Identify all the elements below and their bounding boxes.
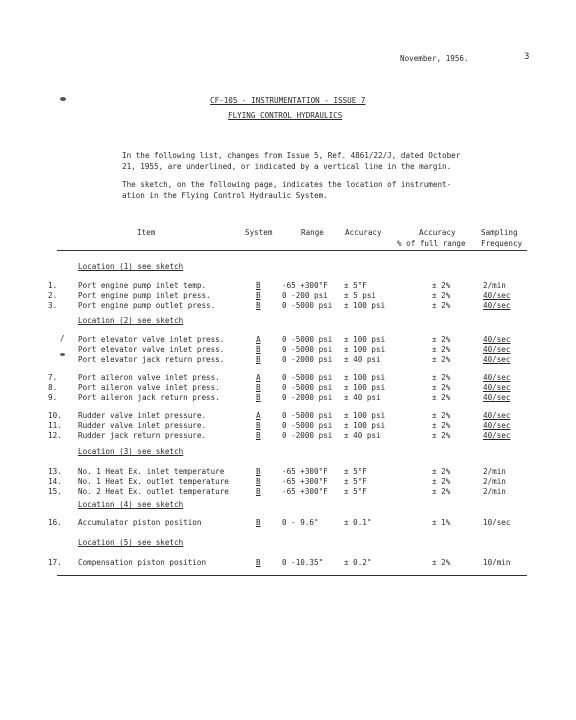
row-number: 7.	[48, 373, 58, 382]
item-cell: Accumulator piston position	[78, 518, 202, 527]
margin-mark: /	[60, 334, 65, 343]
range-cell: -65 +300°F	[282, 477, 328, 486]
accuracy-pct-cell: ± 1%	[432, 518, 451, 527]
table-row	[0, 487, 576, 497]
column-header-item: Item	[137, 228, 156, 237]
accuracy-cell: ± 5°F	[344, 467, 367, 476]
intro-line-1: In the following list, changes from Issue 5, Ref. 4861/22/J, dated October	[122, 151, 461, 160]
column-header-accuracy-pct: Accuracy	[419, 228, 456, 237]
system-cell: B	[256, 558, 261, 567]
accuracy-pct-cell: ± 2%	[432, 345, 451, 354]
accuracy-pct-cell: ± 2%	[432, 431, 451, 440]
item-cell: Port aileron valve inlet press.	[78, 383, 220, 392]
location-heading: Location (4) see sketch	[78, 500, 184, 509]
table-row	[0, 411, 576, 421]
accuracy-pct-cell: ± 2%	[432, 558, 451, 567]
accuracy-cell: ± 40 psi	[344, 431, 381, 440]
column-header-range: Range	[301, 228, 324, 237]
table-row	[0, 301, 576, 311]
accuracy-pct-cell: ± 2%	[432, 301, 451, 310]
table-row	[0, 281, 576, 291]
accuracy-pct-cell: ± 2%	[432, 373, 451, 382]
accuracy-pct-cell: ± 2%	[432, 291, 451, 300]
table-row	[0, 477, 576, 487]
accuracy-cell: ± 100 psi	[344, 345, 386, 354]
system-cell: A	[256, 373, 261, 382]
item-cell: Port engine pump inlet temp.	[78, 281, 207, 290]
sampling-cell: 2/min	[483, 281, 506, 290]
table-row	[0, 355, 576, 365]
accuracy-cell: ± 5°F	[344, 477, 367, 486]
item-cell: Port aileron valve inlet press.	[78, 373, 220, 382]
accuracy-cell: ± 40 psi	[344, 393, 381, 402]
system-cell: B	[256, 518, 261, 527]
accuracy-cell: ± 0.2"	[344, 558, 372, 567]
intro-line-3: The sketch, on the following page, indicates the location of instrument-	[122, 180, 452, 189]
table-row	[0, 558, 576, 568]
item-cell: Port elevator jack return press.	[78, 355, 225, 364]
accuracy-pct-cell: ± 2%	[432, 477, 451, 486]
range-cell: -65 +300°F	[282, 487, 328, 496]
accuracy-pct-cell: ± 2%	[432, 393, 451, 402]
sampling-cell: 40/sec	[483, 421, 511, 430]
accuracy-cell: ± 5°F	[344, 487, 367, 496]
row-number: 16.	[48, 518, 62, 527]
range-cell: -65 +300°F	[282, 281, 328, 290]
accuracy-cell: ± 100 psi	[344, 383, 386, 392]
row-number: 13.	[48, 467, 62, 476]
accuracy-pct-cell: ± 2%	[432, 355, 451, 364]
accuracy-pct-cell: ± 2%	[432, 383, 451, 392]
range-cell: 0 -5000 psi	[282, 345, 333, 354]
item-cell: Port engine pump outlet press.	[78, 301, 216, 310]
system-cell: B	[256, 477, 261, 486]
range-cell: 0 -5000 psi	[282, 383, 333, 392]
item-cell: Port aileron jack return press.	[78, 393, 220, 402]
accuracy-pct-cell: ± 2%	[432, 335, 451, 344]
row-number: 3.	[48, 301, 58, 310]
table-row	[0, 431, 576, 441]
system-cell: B	[256, 383, 261, 392]
table-row	[0, 335, 576, 345]
sampling-cell: 10/min	[483, 558, 511, 567]
sampling-cell: 40/sec	[483, 383, 511, 392]
system-cell: B	[256, 467, 261, 476]
table-row	[0, 345, 576, 355]
row-number: 8.	[48, 383, 58, 392]
sampling-cell: 40/sec	[483, 291, 511, 300]
sampling-cell: 40/sec	[483, 393, 511, 402]
table-row	[0, 383, 576, 393]
column-header-frequency: Frequency	[481, 239, 523, 248]
sampling-cell: 40/sec	[483, 335, 511, 344]
sampling-cell: 40/sec	[483, 345, 511, 354]
accuracy-cell: ± 100 psi	[344, 301, 386, 310]
item-cell: Rudder valve inlet pressure.	[78, 411, 207, 420]
accuracy-cell: ± 100 psi	[344, 421, 386, 430]
column-header-system: System	[245, 228, 273, 237]
range-cell: 0 -5000 psi	[282, 335, 333, 344]
accuracy-cell: ± 100 psi	[344, 335, 386, 344]
system-cell: B	[256, 281, 261, 290]
accuracy-pct-cell: ± 2%	[432, 411, 451, 420]
row-number: 10.	[48, 411, 62, 420]
item-cell: Port elevator valve inlet press.	[78, 335, 225, 344]
range-cell: 0 -10.35"	[282, 558, 324, 567]
range-cell: 0 -5000 psi	[282, 421, 333, 430]
table-row	[0, 393, 576, 403]
system-cell: B	[256, 345, 261, 354]
document-subtitle: FLYING CONTROL HYDRAULICS	[228, 111, 343, 120]
system-cell: B	[256, 421, 261, 430]
system-cell: A	[256, 411, 261, 420]
table-row	[0, 291, 576, 301]
item-cell: Port engine pump inlet press.	[78, 291, 211, 300]
accuracy-cell: ± 100 psi	[344, 373, 386, 382]
sampling-cell: 2/min	[483, 477, 506, 486]
row-number: 15.	[48, 487, 62, 496]
location-heading: Location (3) see sketch	[78, 447, 184, 456]
system-cell: B	[256, 431, 261, 440]
accuracy-cell: ± 5 psi	[344, 291, 377, 300]
location-heading: Location (2) see sketch	[78, 316, 184, 325]
location-heading: Location (5) see sketch	[78, 538, 184, 547]
accuracy-pct-cell: ± 2%	[432, 421, 451, 430]
item-cell: Compensation piston position	[78, 558, 207, 567]
system-cell: B	[256, 291, 261, 300]
range-cell: 0 - 9.6"	[282, 518, 319, 527]
system-cell: A	[256, 335, 261, 344]
item-cell: No. 2 Heat Ex. outlet temperature	[78, 487, 229, 496]
system-cell: B	[256, 355, 261, 364]
row-number: 1.	[48, 281, 58, 290]
range-cell: 0 -5000 psi	[282, 301, 333, 310]
range-cell: 0 -200 psi	[282, 291, 328, 300]
intro-line-4: ation in the Flying Control Hydraulic System.	[122, 191, 328, 200]
sampling-cell: 2/min	[483, 467, 506, 476]
accuracy-pct-cell: ± 2%	[432, 281, 451, 290]
sampling-cell: 40/sec	[483, 373, 511, 382]
table-row	[0, 421, 576, 431]
system-cell: B	[256, 301, 261, 310]
accuracy-cell: ± 0.1"	[344, 518, 372, 527]
accuracy-cell: ± 5°F	[344, 281, 367, 290]
sampling-cell: 40/sec	[483, 411, 511, 420]
column-header-accuracy-pct-sub: % of full range	[397, 239, 466, 248]
item-cell: No. 1 Heat Ex. inlet temperature	[78, 467, 225, 476]
row-number: 2.	[48, 291, 58, 300]
table-row	[0, 518, 576, 528]
system-cell: B	[256, 487, 261, 496]
range-cell: 0 -5000 psi	[282, 411, 333, 420]
row-number: 14.	[48, 477, 62, 486]
range-cell: 0 -2000 psi	[282, 431, 333, 440]
sampling-cell: 40/sec	[483, 355, 511, 364]
row-number: 17.	[48, 558, 62, 567]
range-cell: 0 -5000 psi	[282, 373, 333, 382]
accuracy-cell: ± 100 psi	[344, 411, 386, 420]
accuracy-pct-cell: ± 2%	[432, 487, 451, 496]
document-date: November, 1956.	[400, 54, 469, 63]
location-heading: Location (1) see sketch	[78, 262, 184, 271]
item-cell: No. 1 Heat Ex. outlet temperature	[78, 477, 229, 486]
sampling-cell: 40/sec	[483, 431, 511, 440]
row-number: 12.	[48, 431, 62, 440]
sampling-cell: 10/sec	[483, 518, 511, 527]
header-rule	[57, 250, 527, 251]
table-row	[0, 373, 576, 383]
accuracy-pct-cell: ± 2%	[432, 467, 451, 476]
page-number: 3	[524, 52, 530, 62]
column-header-accuracy: Accuracy	[345, 228, 382, 237]
range-cell: 0 -2000 psi	[282, 355, 333, 364]
table-row	[0, 467, 576, 477]
item-cell: Rudder valve inlet pressure.	[78, 421, 207, 430]
range-cell: 0 -2000 psi	[282, 393, 333, 402]
system-cell: B	[256, 393, 261, 402]
item-cell: Port elevator valve inlet press.	[78, 345, 225, 354]
sampling-cell: 2/min	[483, 487, 506, 496]
range-cell: -65 +300°F	[282, 467, 328, 476]
row-number: 9.	[48, 393, 58, 402]
document-title: CF-105 - INSTRUMENTATION - ISSUE 7	[210, 96, 366, 105]
column-header-sampling: Sampling	[481, 228, 518, 237]
row-number: 11.	[48, 421, 62, 430]
accuracy-cell: ± 40 psi	[344, 355, 381, 364]
intro-line-2: 21, 1955, are underlined, or indicated by a vertical line in the margin.	[122, 162, 452, 171]
ink-blot	[60, 97, 66, 101]
item-cell: Rudder jack return pressure.	[78, 431, 207, 440]
sampling-cell: 40/sec	[483, 301, 511, 310]
footer-rule	[57, 575, 527, 576]
